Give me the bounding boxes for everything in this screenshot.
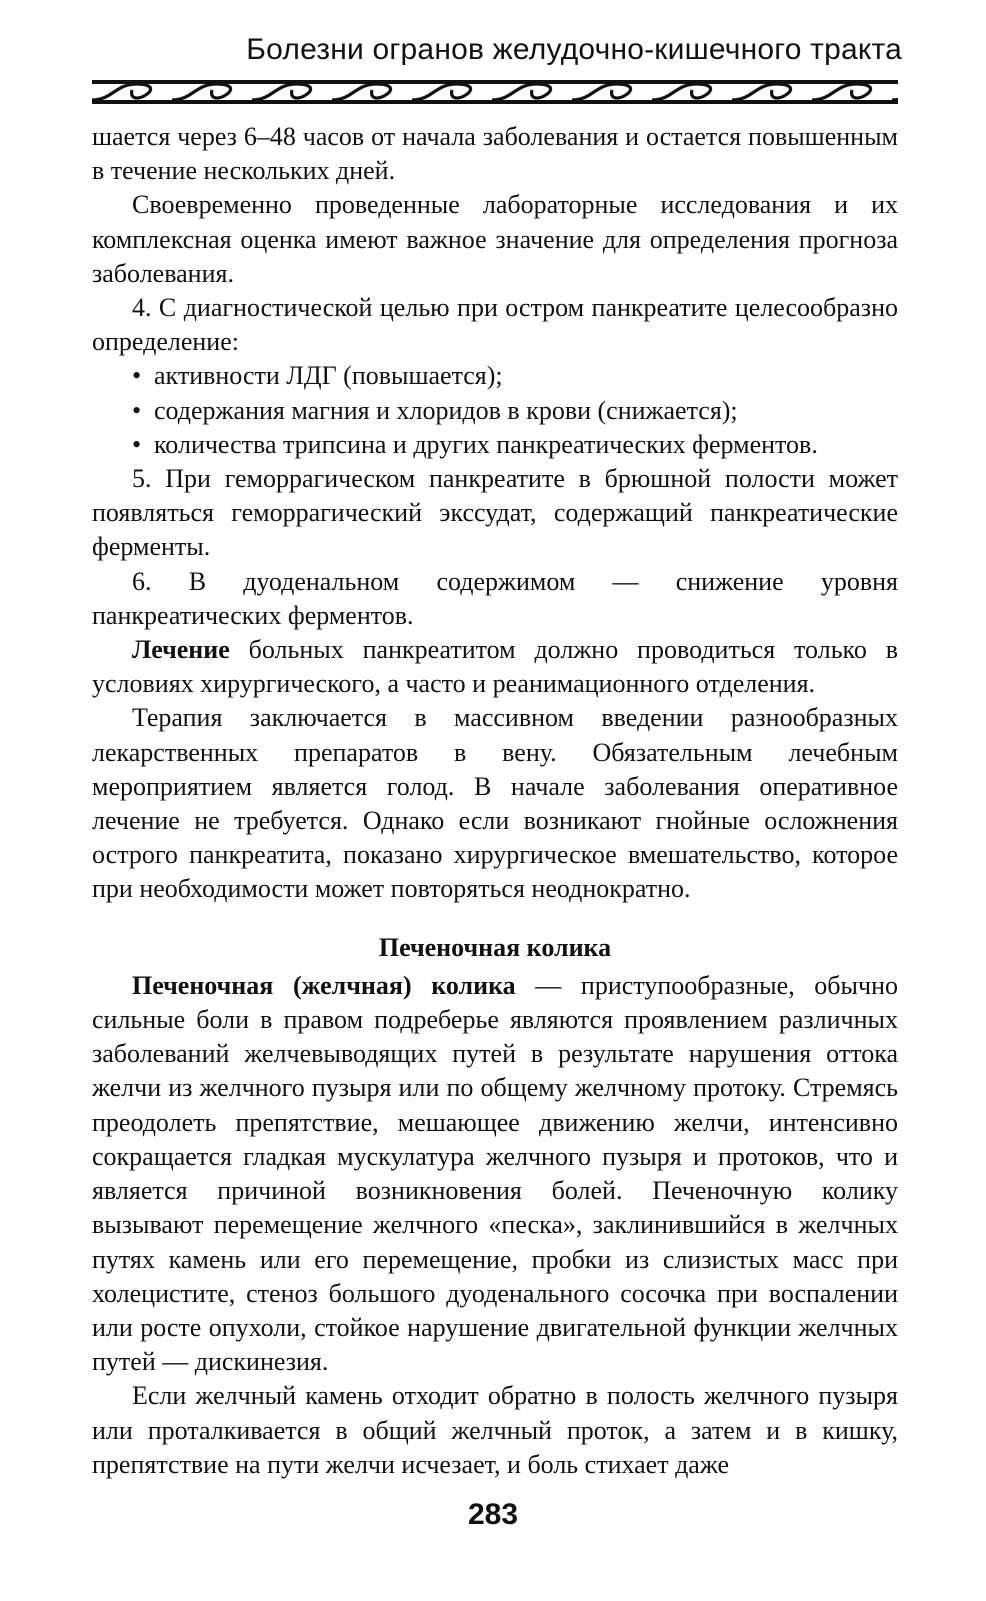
paragraph: Если желчный камень отходит обратно в полость желчного пузыря или проталкивается в общий желчный проток, а затем и в кишку, препятствие на пути желчи исчезает, и боль стихает даже xyxy=(92,1381,898,1479)
paragraph: шается через 6–48 часов от начала заболевания и остается повышенным в течение нескольких дней. xyxy=(92,122,898,186)
ornament-wave xyxy=(252,84,311,100)
list-item xyxy=(92,394,898,428)
ornament-wave xyxy=(812,84,871,100)
ornament-wave xyxy=(492,84,551,100)
ornament-wave xyxy=(572,84,631,100)
paragraph xyxy=(92,969,898,1379)
paragraph: Своевременно проведенные лабораторные исследования и их комплексная оценка имеют важное значение для определения прогноза заболевания. xyxy=(92,190,898,288)
body-text xyxy=(92,120,898,1482)
paragraph: Терапия заключается в массивном введении разнообразных лекарственных препаратов в вену. Обязательным лечебным мероприятием является голод. В начале заболевания оперативное лечение не требуется. Однако если возникают гнойные осложнения острого панкреатита, показано хирургическое вмешательство, которое при необходимости может повторяться неоднократно. xyxy=(92,703,898,904)
paragraph xyxy=(92,633,898,701)
ornament-wave xyxy=(332,84,391,100)
list-item-text: содержания магния и хлоридов в крови (снижается); xyxy=(154,395,738,425)
page-number: 283 xyxy=(467,1498,519,1531)
paragraph: 4. С диагностической целью при остром панкреатите целесообразно определение: xyxy=(92,293,898,357)
bullet-icon: • xyxy=(132,395,142,425)
paragraph-text: — приступообразные, обычно сильные боли в правом подреберье являются проявлением различных заболеваний желчевыводящих путей в результате нарушения оттока желчи из желчного пузыря или по общему желчному протоку. Стремясь преодолеть препятствие, мешающее движению желчи, интенсивно сокращается гладкая мускулатура желчного пузыря и протоков, что и является причиной возникновения болей. Печеночную колику вызывают перемещение желчного «песка», заклинившийся в желчных путях камень или его перемещение, пробки из слизистых масс при холецистите, стеноз большого дуоденального сосочка при воспалении или росте опухоли, стойкое нарушение двигательной функции желчных путей — дискинезия. xyxy=(92,970,898,1377)
ornament-wave xyxy=(732,84,791,100)
ornament-rule xyxy=(92,78,898,106)
ornament-wave xyxy=(92,84,151,100)
running-head: Болезни огранов желудочно-кишечного тракта xyxy=(246,33,902,66)
list-item-text: активности ЛДГ (повышается); xyxy=(154,361,503,391)
term-bold: Печеночная (желчная) колика xyxy=(132,970,516,1000)
bullet-list xyxy=(92,359,898,462)
term-bold: Лечение xyxy=(132,635,230,665)
ornament-wave xyxy=(172,84,231,100)
ornament-wave xyxy=(412,84,471,100)
paragraph-text: больных панкреатитом должно проводиться только в условиях хирургического, а часто и реанимационного отделения. xyxy=(92,635,898,699)
list-item xyxy=(92,359,898,393)
ornament-wave xyxy=(892,84,898,100)
paragraph: 6. В дуоденальном содержимом — снижение уровня панкреатических ферментов. xyxy=(92,566,898,630)
list-item-text: количества трипсина и других панкреатических ферментов. xyxy=(154,429,818,459)
paragraph: 5. При геморрагическом панкреатите в брюшной полости может появляться геморрагический экссудат, содержащий панкреатические ферменты. xyxy=(92,464,898,562)
bullet-icon: • xyxy=(132,429,142,459)
ornament-wave xyxy=(652,84,711,100)
list-item xyxy=(92,428,898,462)
section-heading: Печеночная колика xyxy=(378,932,612,962)
bullet-icon: • xyxy=(132,361,142,391)
